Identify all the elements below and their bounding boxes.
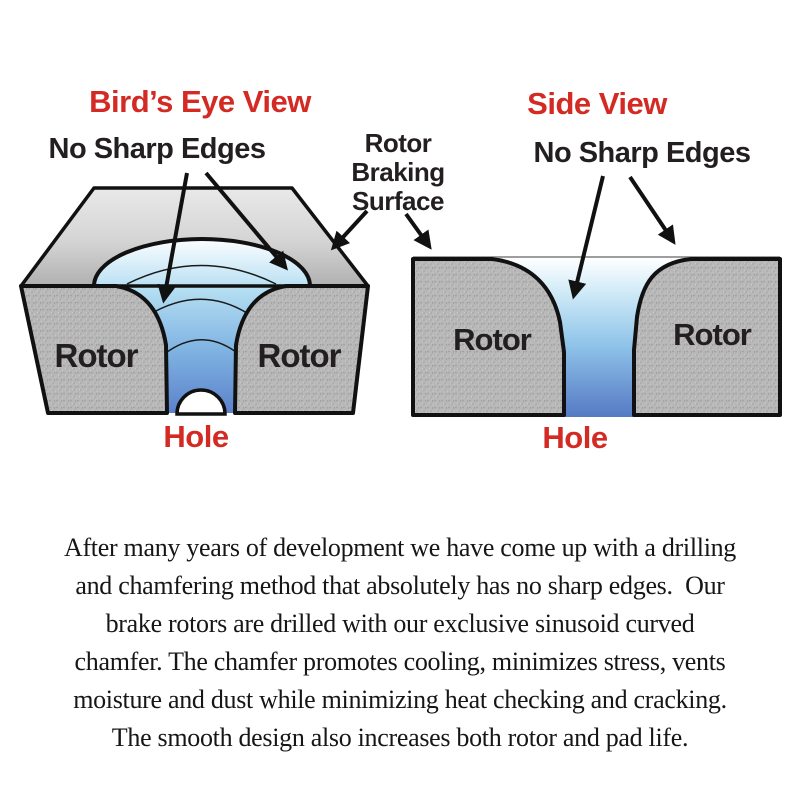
rotor-braking-surface-line3: Surface [352, 186, 444, 216]
paragraph-line: chamfer. The chamfer promotes cooling, minimizes stress, vents [74, 647, 726, 676]
paragraph-line: After many years of development we have come up with a drilling [63, 533, 737, 562]
sideview-title: Side View [527, 86, 667, 121]
description-paragraph [0, 529, 800, 757]
sideview-no-sharp-edges-label: No Sharp Edges [533, 137, 751, 169]
paragraph-line: The smooth design also increases both rotor and pad life. [111, 723, 689, 752]
arrow-braking-surface-left [334, 211, 367, 247]
sideview-rotor-left-label: Rotor [453, 322, 531, 357]
sideview-rotor-right-label: Rotor [673, 317, 751, 352]
paragraph-line: and chamfering method that absolutely has no sharp edges. Our [75, 571, 725, 600]
birdseye-hole-label: Hole [163, 419, 229, 454]
birdseye-rotor-left-label: Rotor [54, 337, 138, 374]
arrow-no-sharp-edges-right-2 [630, 177, 673, 241]
paragraph-line: brake rotors are drilled with our exclusive sinusoid curved [105, 609, 695, 638]
arrow-braking-surface-right [406, 214, 429, 246]
rotor-braking-surface-line1: Rotor [364, 128, 432, 158]
sideview-hole-label: Hole [542, 420, 608, 455]
paragraph-line: moisture and dust while minimizing heat checking and cracking. [73, 685, 727, 714]
birdseye-rotor-right-label: Rotor [257, 337, 341, 374]
birdseye-no-sharp-edges-label: No Sharp Edges [48, 133, 266, 165]
rotor-braking-surface-line2: Braking [351, 157, 445, 187]
birdseye-diagram [21, 188, 368, 414]
birdseye-title: Bird’s Eye View [89, 84, 311, 119]
rotor-braking-surface-label [351, 129, 444, 216]
